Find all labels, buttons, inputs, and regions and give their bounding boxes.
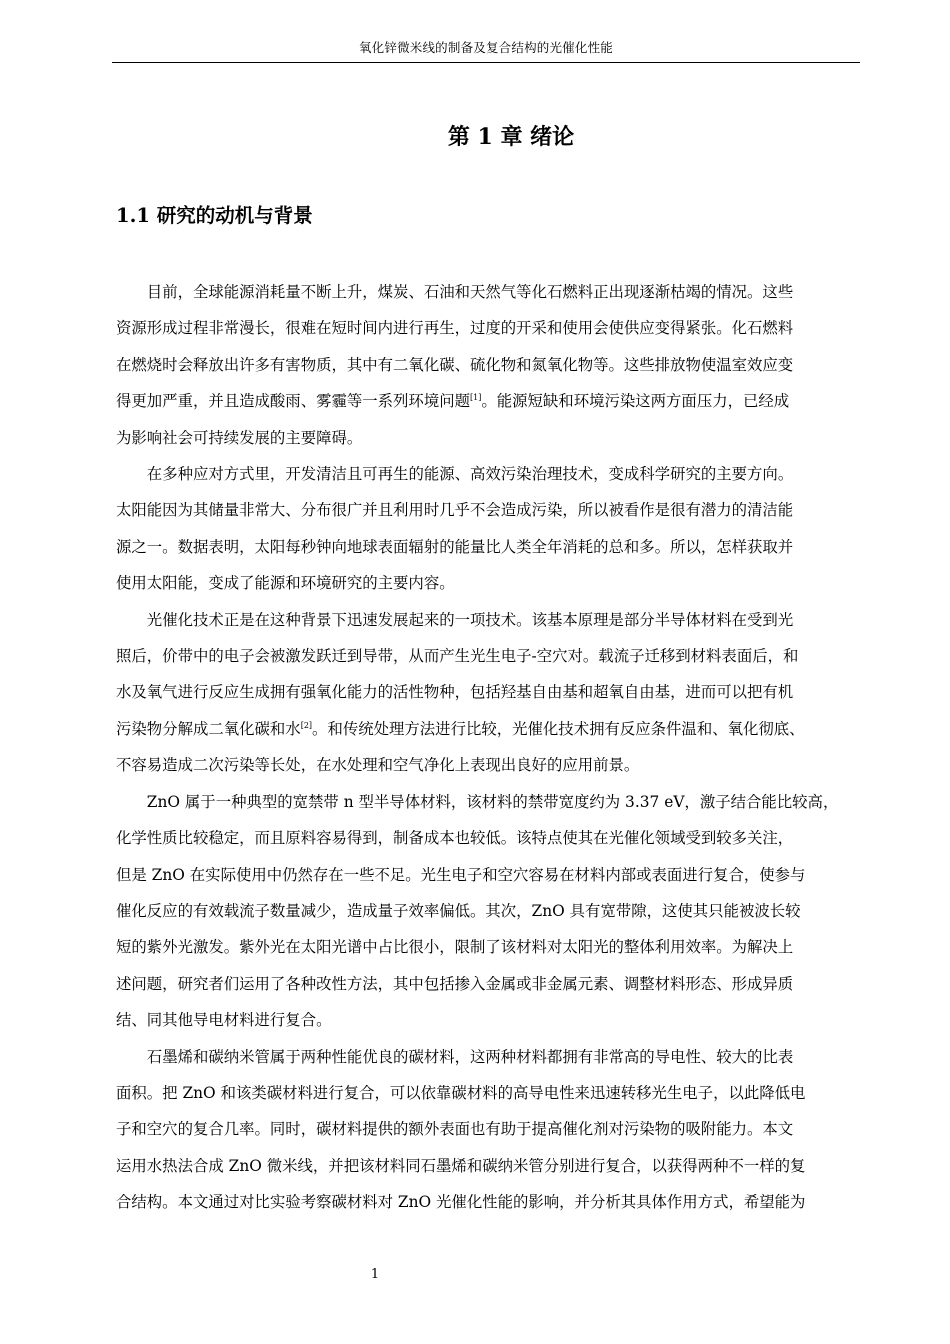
paragraph-line: 述问题，研究者们运用了各种改性方法，其中包括掺入金属或非金属元素、调整材料形态、形成异质 xyxy=(116,974,794,993)
paragraph-2 xyxy=(116,456,860,602)
paragraph-line: 合结构。本文通过对比实验考察碳材料对 ZnO 光催化性能的影响，并分析其具体作用方式，希望能为 xyxy=(116,1193,806,1212)
paragraph-line: 但是 ZnO 在实际使用中仍然存在一些不足。光生电子和空穴容易在材料内部或表面进行复合，使参与 xyxy=(116,865,806,884)
paragraph-line: ZnO 属于一种典型的宽禁带 n 型半导体材料，该材料的禁带宽度约为 3.37 eV，激子结合能比较高， xyxy=(146,792,839,811)
section-title: 1.1 研究的动机与背景 xyxy=(116,204,313,227)
paragraph-line: 在多种应对方式里，开发清洁且可再生的能源、高效污染治理技术，变成科学研究的主要方向。 xyxy=(146,465,794,484)
paragraph-line: 短的紫外光激发。紫外光在太阳光谱中占比很小，限制了该材料对太阳光的整体利用效率。为解决上 xyxy=(116,938,794,957)
chapter-title: 第 1 章 绪论 xyxy=(447,124,575,150)
paragraph-line: 源之一。数据表明，太阳每秒钟向地球表面辐射的能量比人类全年消耗的总和多。所以，怎样获取并 xyxy=(116,537,794,556)
paragraph-line-part: 污染物分解成二氧化碳和水 xyxy=(116,719,301,738)
paragraph-1 xyxy=(116,274,860,456)
paragraph-line: 太阳能因为其储量非常大、分布很广并且利用时几乎不会造成污染，所以被看作是很有潜力的清洁能 xyxy=(116,501,794,520)
paragraph-line: 水及氧气进行反应生成拥有强氧化能力的活性物种，包括羟基自由基和超氧自由基，进而可以把有机 xyxy=(116,683,794,702)
paragraph-line-part: 得更加严重，并且造成酸雨、雾霾等一系列环境问题 xyxy=(116,392,470,411)
paragraph-line: 光催化技术正是在这种背景下迅速发展起来的一项技术。该基本原理是部分半导体材料在受到光 xyxy=(146,610,794,629)
paragraph-line: 资源形成过程非常漫长，很难在短时间内进行再生，过度的开采和使用会使供应变得紧张。化石燃料 xyxy=(116,319,794,338)
paragraph-line: 催化反应的有效载流子数量减少，造成量子效率偏低。其次，ZnO 具有宽带隙，这使其只能被波长较 xyxy=(116,901,801,920)
citation-1[interactable]: [1] xyxy=(470,393,482,403)
paragraph-line: 结、同其他导电材料进行复合。 xyxy=(116,1011,332,1030)
paragraph-line: 为影响社会可持续发展的主要障碍。 xyxy=(116,428,363,447)
paragraph-line: 不容易造成二次污染等长处，在水处理和空气净化上表现出良好的应用前景。 xyxy=(116,756,640,775)
paragraph-line: 在燃烧时会释放出许多有害物质，其中有二氧化碳、硫化物和氮氧化物等。这些排放物使温室效应变 xyxy=(116,355,794,374)
body-text xyxy=(116,274,860,1221)
citation-2[interactable]: [2] xyxy=(300,720,313,730)
paragraph-line: 化学性质比较稳定，而且原料容易得到，制备成本也较低。该特点使其在光催化领域受到较多关注， xyxy=(116,829,794,848)
paragraph-4 xyxy=(116,784,860,1039)
paragraph-line xyxy=(116,383,860,419)
paragraph-line: 目前，全球能源消耗量不断上升，煤炭、石油和天然气等化石燃料正出现逐渐枯竭的情况。这些 xyxy=(146,283,794,301)
paragraph-5 xyxy=(116,1039,860,1221)
paragraph-line: 使用太阳能，变成了能源和环境研究的主要内容。 xyxy=(116,574,455,593)
running-header: 氧化锌微米线的制备及复合结构的光催化性能 xyxy=(358,40,613,55)
header-rule xyxy=(112,62,860,63)
paragraph-line: 面积。把 ZnO 和该类碳材料进行复合，可以依靠碳材料的高导电性来迅速转移光生电子，以此降低电 xyxy=(116,1083,806,1102)
paragraph-line xyxy=(116,711,860,747)
paragraph-line: 石墨烯和碳纳米管属于两种性能优良的碳材料，这两种材料都拥有非常高的导电性、较大的比表 xyxy=(146,1047,794,1066)
paragraph-line: 运用水热法合成 ZnO 微米线，并把该材料同石墨烯和碳纳米管分别进行复合，以获得两种不一样的复 xyxy=(116,1156,806,1175)
paragraph-3 xyxy=(116,602,860,784)
page-number: 1 xyxy=(370,1267,380,1282)
paragraph-line: 照后，价带中的电子会被激发跃迁到导带，从而产生光生电子-空穴对。载流子迁移到材料表面后，和 xyxy=(116,647,799,666)
paragraph-line-part: 。能源短缺和环境污染这两方面压力，已经成 xyxy=(481,392,790,411)
paragraph-line-part: 。和传统处理方法进行比较，光催化技术拥有反应条件温和、氧化彻底、 xyxy=(312,719,805,738)
paragraph-line: 子和空穴的复合几率。同时，碳材料提供的额外表面也有助于提高催化剂对污染物的吸附能力。本文 xyxy=(116,1120,794,1139)
